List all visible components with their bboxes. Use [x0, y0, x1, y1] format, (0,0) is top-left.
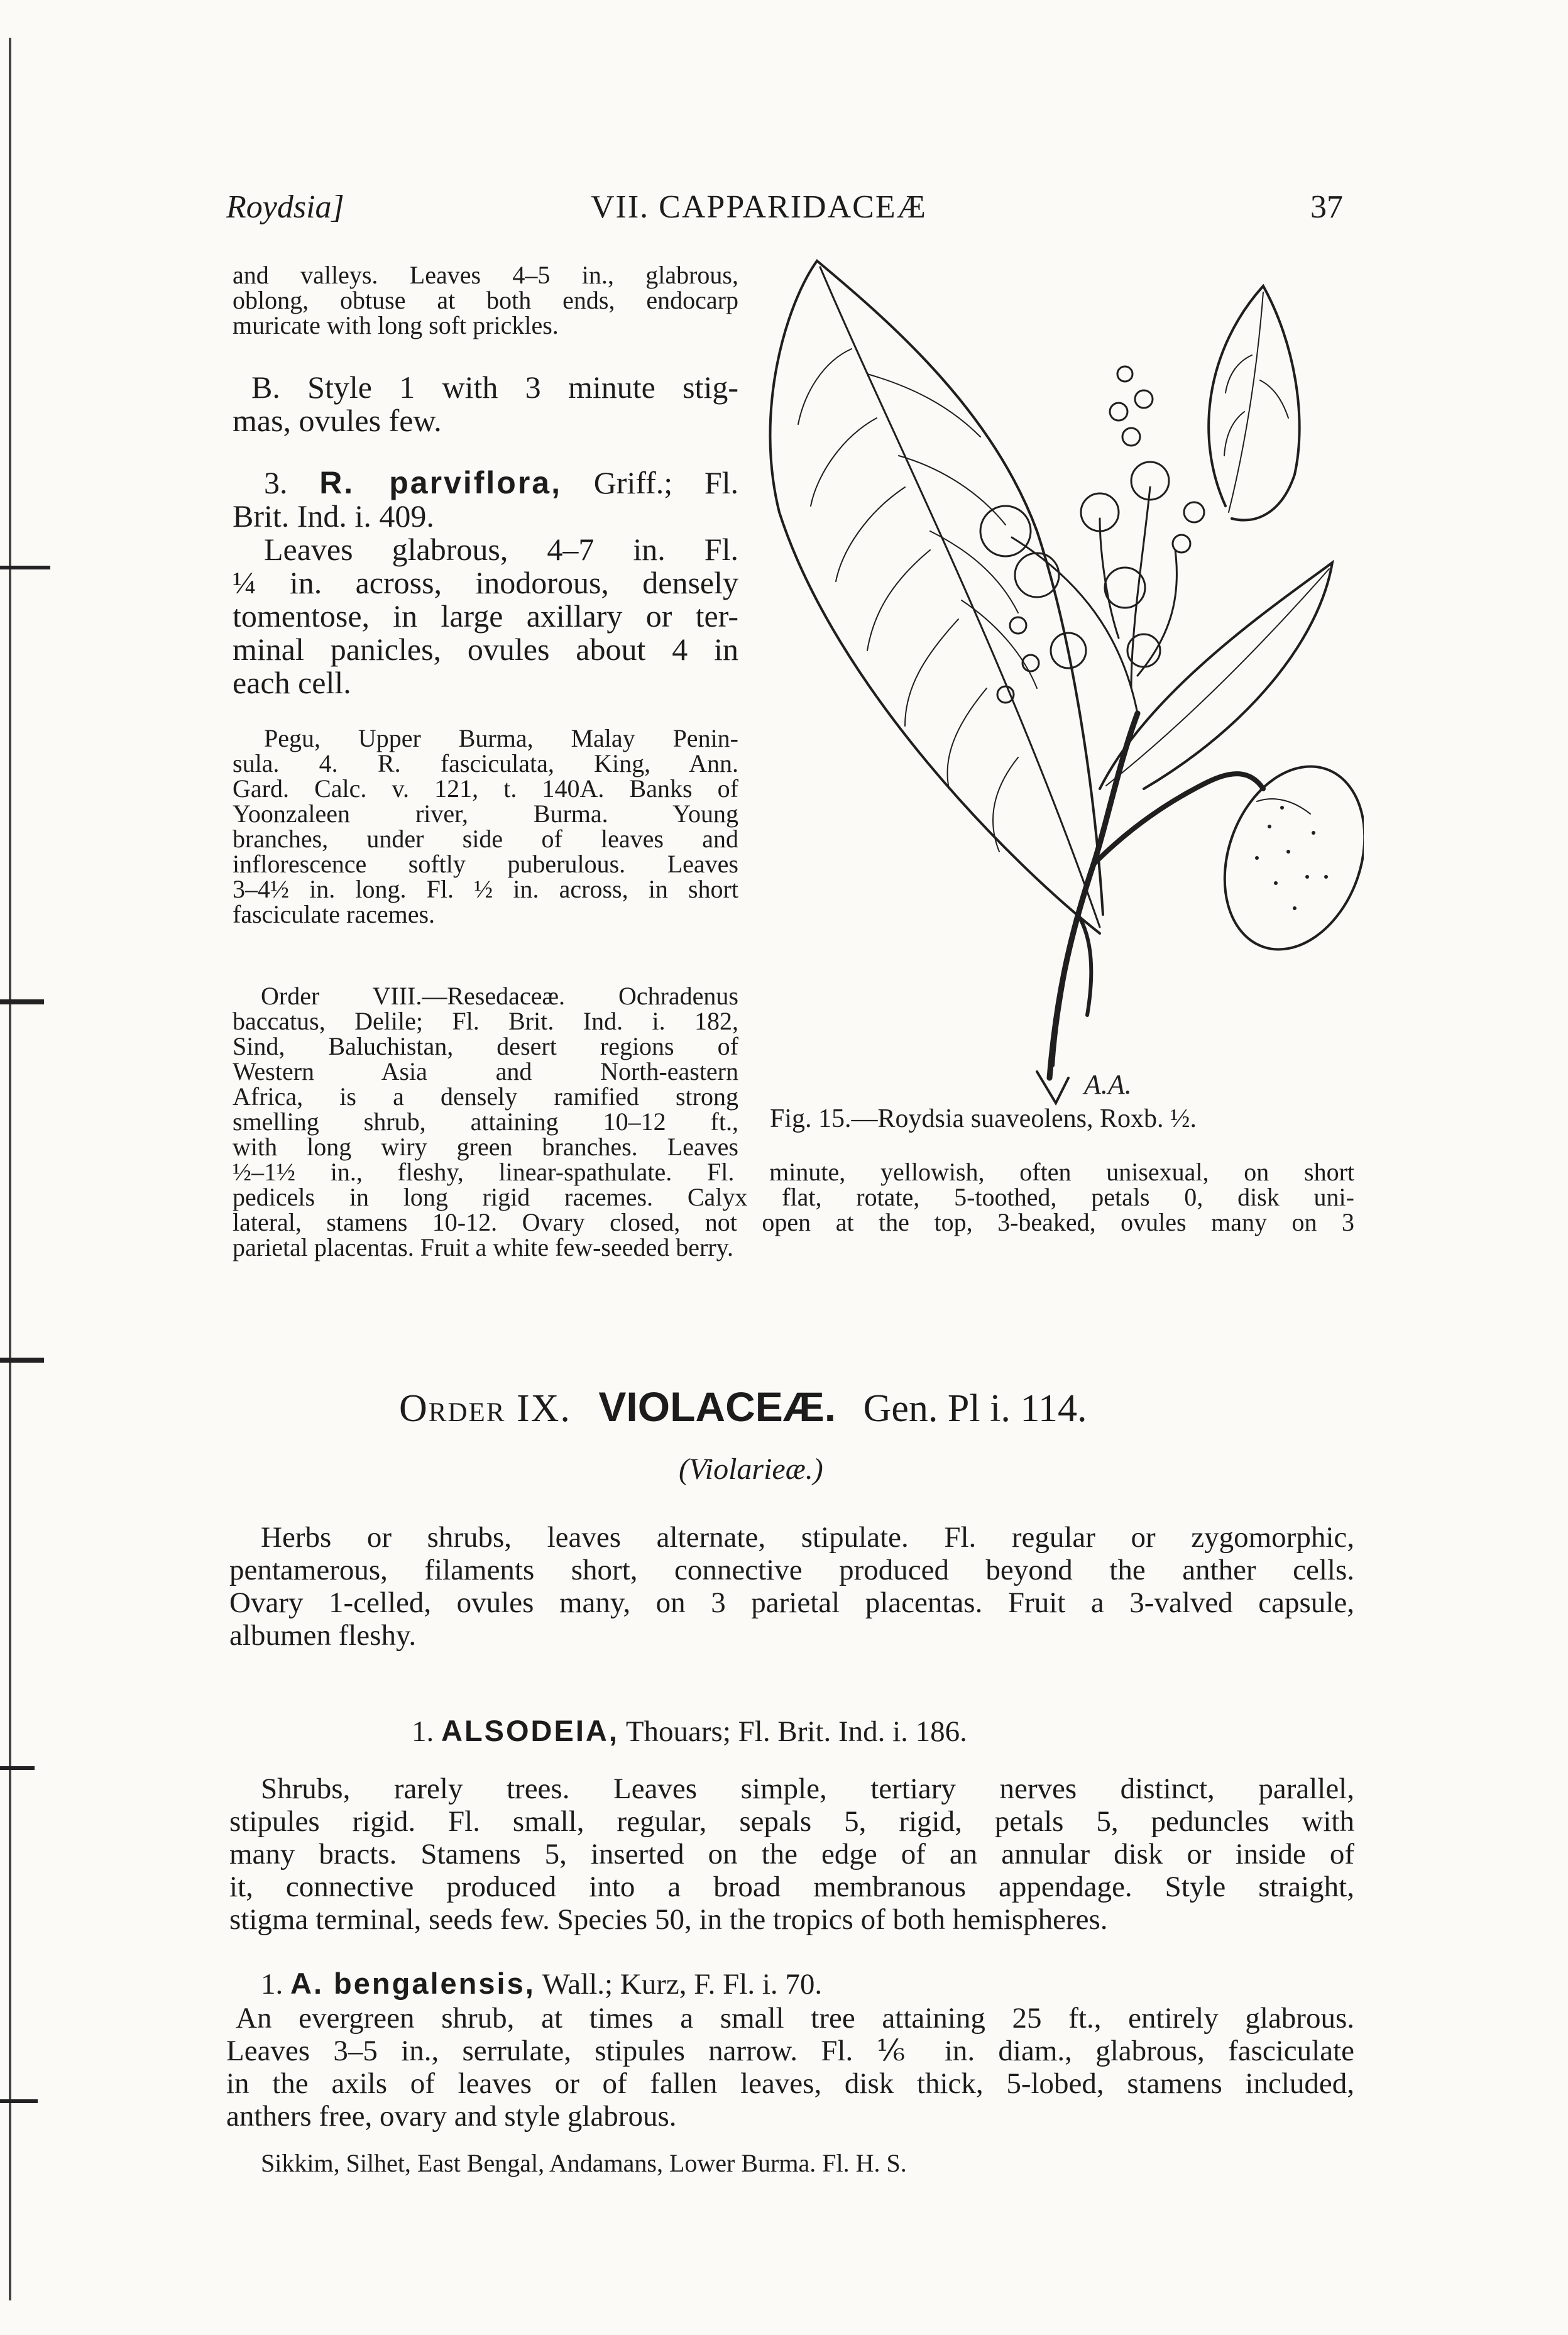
order-9-heading [399, 1383, 1087, 1431]
order-reference: Gen. Pl i. 114. [863, 1387, 1087, 1430]
species-number: 3. [264, 465, 320, 500]
leaf-outline [1209, 286, 1299, 520]
text-line: Leaves 3–5 in., serrulate, stipules narrow. Fl. ⅙ in. diam., glabrous, fasciculate [226, 2035, 1354, 2067]
text-line: baccatus, Delile; Fl. Brit. Ind. i. 182, [233, 1007, 738, 1035]
order-8-note [233, 984, 738, 1160]
text-line: Shrubs, rarely trees. Leaves simple, tertiary nerves distinct, parallel, [261, 1772, 1354, 1805]
text-line: sula. 4. R. fasciculata, King, Ann. [233, 749, 738, 777]
species-distribution: Sikkim, Silhet, East Bengal, Andamans, Lower Burma. Fl. H. S. [261, 2149, 907, 2177]
scan-margin-line [9, 38, 11, 2300]
text-line: muricate with long soft prickles. [233, 311, 559, 339]
text-line: Order VIII.—Resedaceæ. Ochradenus [261, 982, 738, 1010]
leaf-outline [770, 261, 1103, 933]
text-line: mas, ovules few. [233, 403, 442, 438]
text-line: Africa, is a densely ramified strong [233, 1082, 738, 1111]
text-line: B. Style 1 with 3 minute stig- [251, 370, 738, 405]
scan-margin-mark [0, 566, 50, 569]
stem [1050, 713, 1138, 1078]
text-line: 3–4½ in. long. Fl. ½ in. across, in short [233, 875, 738, 903]
text-line: ½–1½ in., fleshy, linear-spathulate. Fl. minute, yellowish, often unisexual, on short [233, 1158, 1354, 1186]
species-name: R. parviflora, [319, 465, 562, 500]
genus-reference: Thouars; Fl. Brit. Ind. i. 186. [618, 1715, 967, 1748]
flower-cluster [980, 506, 1031, 556]
species-3-reference: Brit. Ind. i. 409. [233, 498, 434, 534]
text-line: smelling shrub, attaining 10–12 ft., [233, 1107, 738, 1136]
text-line: anthers free, ovary and style glabrous. [226, 2100, 677, 2133]
text-line: pentamerous, filaments short, connective produced beyond the anther cells. [229, 1554, 1354, 1586]
genus-heading [412, 1715, 967, 1748]
species-number: 1. [261, 1968, 290, 2001]
species-2-continuation [233, 263, 738, 338]
order-prefix: Order IX. [399, 1387, 571, 1430]
text-line: many bracts. Stamens 5, inserted on the edge of an annular disk or inside of [229, 1838, 1354, 1871]
species-reference: Wall.; Kurz, F. Fl. i. 70. [535, 1968, 823, 2001]
flower-cluster [1015, 553, 1059, 597]
text-line: it, connective produced into a broad membranous appendage. Style straight, [229, 1871, 1354, 1903]
roydsia-illustration [742, 248, 1364, 1109]
text-line: stipules rigid. Fl. small, regular, sepals 5, rigid, petals 5, peduncles with [229, 1805, 1354, 1838]
scan-margin-mark [0, 1358, 44, 1363]
order-name: VIOLACEÆ. [598, 1383, 836, 1430]
text-line: in the axils of leaves or of fallen leaves, disk thick, 5-lobed, stamens included, [226, 2067, 1354, 2100]
text-line: Sind, Baluchistan, desert regions of [233, 1032, 738, 1060]
order-8-note-continued [233, 1160, 1354, 1260]
artist-initials: A.A. [1084, 1069, 1132, 1100]
text-line: Gard. Calc. v. 121, t. 140A. Banks of [233, 774, 738, 803]
text-line: tomentose, in large axillary or ter- [233, 598, 738, 634]
species-3-heading [264, 466, 738, 500]
text-line: ¼ in. across, inodorous, densely [233, 565, 738, 600]
figure-caption: Fig. 15.—Roydsia suaveolens, Roxb. ½. [770, 1104, 1197, 1133]
species-name: A. bengalensis, [290, 1967, 535, 2000]
order-9-description [229, 1521, 1354, 1652]
text-line: and valleys. Leaves 4–5 in., glabrous, [233, 261, 738, 289]
text-line: pedicels in long rigid racemes. Calyx flat, rotate, 5-toothed, petals 0, disk uni- [233, 1183, 1354, 1211]
text-line: each cell. [233, 665, 351, 700]
species-authority: Griff.; Fl. [562, 465, 739, 500]
text-line: parietal placentas. Fruit a white few-seeded berry. [233, 1233, 734, 1261]
species-description [226, 2002, 1354, 2133]
scan-margin-mark [0, 1766, 35, 1770]
running-head-center: VII. CAPPARIDACEÆ [591, 189, 927, 225]
page-number: 37 [1310, 189, 1343, 225]
text-line: minal panicles, ovules about 4 in [233, 632, 738, 667]
text-line: Yoonzaleen river, Burma. Young [233, 799, 738, 828]
scan-margin-mark [0, 999, 44, 1004]
text-line: inflorescence softly puberulous. Leaves [233, 850, 738, 878]
text-line: oblong, obtuse at both ends, endocarp [233, 286, 738, 314]
text-line: An evergreen shrub, at times a small tree attaining 25 ft., entirely glabrous. [236, 2002, 1354, 2035]
key-section-b [233, 370, 738, 438]
species-heading [261, 1967, 822, 2001]
fruit [1200, 747, 1364, 969]
text-line: branches, under side of leaves and [233, 825, 738, 853]
text-line: fasciculate racemes. [233, 900, 436, 928]
text-line: albumen fleshy. [229, 1619, 417, 1652]
text-line: Herbs or shrubs, leaves alternate, stipulate. Fl. regular or zygomorphic, [261, 1521, 1354, 1554]
text-line: Pegu, Upper Burma, Malay Penin- [264, 724, 738, 752]
text-line: stigma terminal, seeds few. Species 50, in the tropics of both hemispheres. [229, 1903, 1108, 1936]
genus-number: 1. [412, 1715, 441, 1748]
genus-name: ALSODEIA, [441, 1714, 619, 1747]
leaf-midrib [820, 267, 1100, 927]
text-line: Leaves glabrous, 4–7 in. Fl. [264, 532, 738, 567]
running-head-left: Roydsia] [226, 189, 344, 225]
text-line: Western Asia and North-eastern [233, 1057, 738, 1085]
genus-description [229, 1772, 1354, 1936]
text-line: with long wiry green branches. Leaves [233, 1133, 738, 1161]
scan-margin-mark [0, 2099, 38, 2103]
text-line: lateral, stamens 10-12. Ovary closed, not open at the top, 3-beaked, ovules many on 3 [233, 1208, 1354, 1236]
species-3-description [233, 533, 738, 700]
leaf-outline [1100, 563, 1332, 789]
species-3-distribution [233, 726, 738, 927]
text-line: Ovary 1-celled, ovules many, on 3 parietal placentas. Fruit a 3-valved capsule, [229, 1586, 1354, 1619]
order-9-alternate-name: (Violarieæ.) [679, 1453, 823, 1486]
